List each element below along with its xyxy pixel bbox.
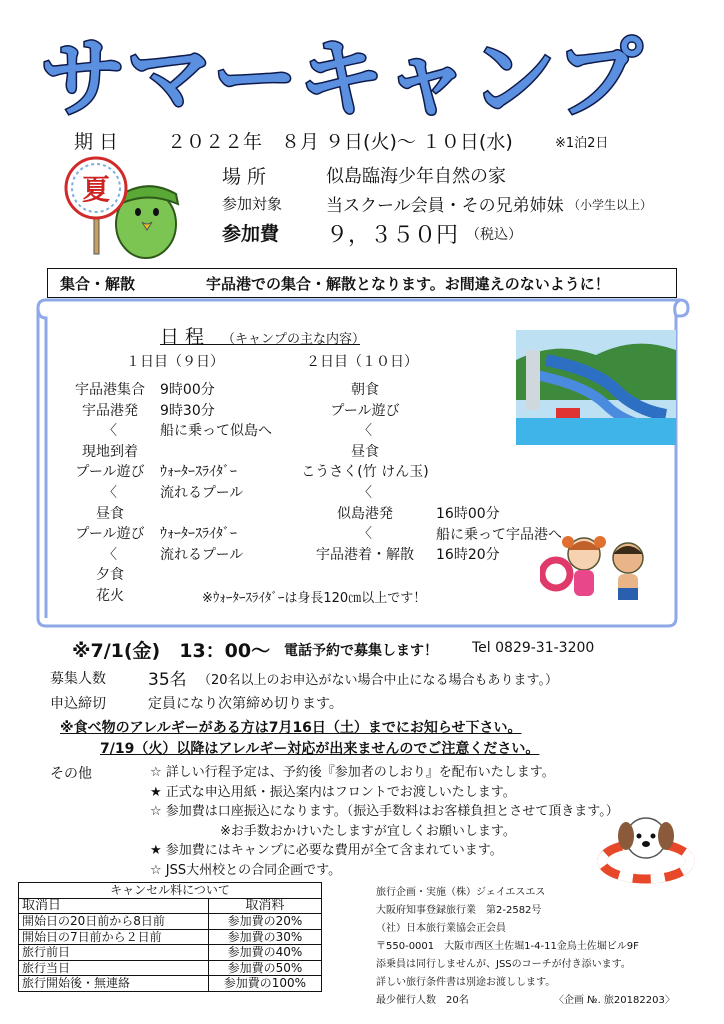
deadline-label: 申込締切 (50, 696, 106, 712)
schedule-time: 船に乗って宇品港へ (436, 526, 562, 543)
schedule-item: 朝食 (351, 382, 379, 398)
fee-label: 参加費 (222, 223, 280, 245)
schedule-time: 流れるプール (160, 484, 244, 501)
place-value: 似島臨海少年自然の家 (326, 166, 506, 187)
capacity-label: 募集人数 (50, 671, 106, 687)
schedule-time: 9時30分 (160, 402, 215, 419)
reservation-text: 電話予約で募集します！ (284, 643, 438, 659)
cancellation-table (18, 882, 322, 992)
table-header: 取消料 (208, 898, 321, 914)
others-item: ☆ JSS大州校との合同企画です。 (150, 862, 342, 878)
schedule-time: 16時00分 (436, 506, 500, 522)
schedule-time: 16時20分 (436, 547, 500, 564)
schedule-item: 花火 (96, 587, 124, 604)
schedule-item: プール遊び (75, 526, 145, 543)
schedule-item: 〈 (103, 423, 117, 440)
schedule-item: 〈 (103, 484, 117, 501)
company-line: 詳しい旅行条件書は別途お渡しします。 (376, 977, 556, 988)
allergy-line2: 7/19（火）以降はアレルギー対応が出来ませんのでご注意ください。 (100, 741, 540, 757)
table-row: 旅行開始後・無連絡 参加費の100% (19, 976, 322, 992)
schedule-item: 〈 (358, 484, 372, 501)
table-header: 取消日 (19, 898, 209, 914)
schedule-item: 現地到着 (82, 443, 138, 460)
schedule-item: 宇品港集合 (75, 382, 145, 398)
schedule-time: 船に乗って似島へ (160, 423, 272, 440)
gather-notice (47, 268, 677, 298)
schedule-time: ｳｫｰﾀｰｽﾗｲﾀﾞｰ (160, 526, 237, 543)
reservation-tel: Tel 0829-31-3200 (472, 640, 595, 656)
plan-number: 〈企画 №. 旅20182203〉 (554, 995, 675, 1006)
company-line: 〒550-0001 大阪市西区土佐堀1-4-11金鳥土佐堀ビル9F (376, 941, 639, 952)
schedule-item: プール遊び (75, 464, 145, 481)
schedule-time: 9時00分 (160, 382, 215, 398)
summer-badge: 夏 (81, 173, 111, 206)
schedule-item: こうさく(竹 けん玉) (301, 464, 429, 481)
others-item: ☆ 詳しい行程予定は、予約後『参加者のしおり』を配布いたします。 (150, 765, 555, 780)
company-line: 大阪府知事登録旅行業 第2-2582号 (376, 905, 542, 916)
date-note: ※1泊2日 (555, 136, 609, 151)
others-label: その他 (50, 766, 92, 782)
day1-names (66, 380, 154, 607)
dog-float-illustration (596, 806, 696, 886)
schedule-item: 〈 (358, 526, 372, 543)
day2-title: ２日目（１０日） (306, 354, 418, 370)
others-item: ☆ 参加費は口座振込になります。（振込手数料はお客様負担とさせて頂きます。） (150, 804, 619, 820)
fee-note: （税込） (466, 227, 522, 243)
date-value: ２０２２年 ８月 ９日(火)～ １０日(水) (167, 131, 513, 153)
company-line: （社）日本旅行業協会正会員 (376, 923, 506, 934)
table-row: 旅行前日 参加費の40% (19, 945, 322, 961)
page-title (40, 18, 680, 128)
day1-details (160, 380, 272, 565)
schedule-item: 夕食 (96, 567, 124, 584)
target-value: 当スクール会員・その兄弟姉妹 (326, 196, 564, 216)
schedule-footnote: ※ｳｫｰﾀｰｽﾗｲﾀﾞｰは身長120㎝以上です！ (202, 591, 427, 606)
reservation-date: ※7/1(金) 13：00～ (72, 640, 271, 662)
schedule-time (160, 504, 272, 525)
schedule-item: 〈 (103, 546, 117, 563)
deadline-value: 定員になり次第締め切ります。 (148, 696, 343, 712)
schedule-item: 似島港発 (337, 505, 393, 522)
mascot-illustration (58, 152, 188, 267)
schedule-item: 昼食 (96, 505, 124, 522)
company-line: 旅行企画・実施（株）ジェイエスエス (376, 887, 546, 898)
company-line: 添乗員は同行しませんが、JSSのコーチが付き添います。 (376, 959, 631, 970)
schedule-item: 〈 (358, 423, 372, 440)
others-item: ※お手数おかけいたしますが宜しくお願いします。 (220, 823, 516, 839)
schedule-heading-note: （キャンプの主な内容） (222, 332, 366, 347)
table-row: 旅行当日 参加費の50% (19, 960, 322, 976)
fee-value: ９，３５０円 (326, 223, 459, 248)
target-label: 参加対象 (222, 195, 283, 213)
title-text: サマーキャンプ (40, 29, 642, 128)
schedule-item: 宇品港発 (82, 402, 138, 419)
cancellation-caption: キャンセル料について (19, 883, 322, 899)
capacity-value: 35名 (148, 670, 187, 690)
capacity-note: （20名以上のお申込がない場合中止になる場合もあります。） (198, 673, 559, 688)
gather-label: 集合・解散 (60, 275, 136, 293)
place-label: 場 所 (222, 166, 267, 188)
table-row: 開始日の20日前から8日前 参加費の20% (19, 914, 322, 930)
schedule-time: 流れるプール (160, 546, 244, 563)
date-label: 期 日 (74, 131, 119, 153)
target-note: （小学生以上） (568, 198, 653, 212)
schedule-time (160, 442, 272, 463)
schedule-time: ｳｫｰﾀｰｽﾗｲﾀﾞｰ (160, 464, 237, 481)
waterslide-photo (516, 330, 676, 445)
schedule-item: 宇品港着・解散 (316, 546, 414, 563)
company-line: 最少催行人数 20名 (376, 995, 469, 1006)
allergy-line1: ※食べ物のアレルギーがある方は7月16日（土）までにお知らせ下さい。 (60, 720, 522, 736)
kids-illustration (540, 532, 660, 617)
table-row: 開始日の7日前から２日前 参加費の30% (19, 929, 322, 945)
schedule-item: プール遊び (330, 402, 400, 419)
day2-names (296, 380, 434, 565)
day1-title: １日目（９日） (126, 354, 224, 370)
schedule-heading: 日 程 (160, 326, 205, 348)
others-list (150, 763, 619, 881)
gather-text: 宇品港での集合・解散となります。お間違えのないように！ (206, 275, 610, 293)
others-item: ★ 正式な申込用紙・振込案内はフロントでお渡しいたします。 (150, 784, 516, 800)
others-item: ★ 参加費にはキャンプに必要な費用が全て含まれています。 (150, 843, 503, 859)
schedule-item: 昼食 (351, 443, 379, 460)
